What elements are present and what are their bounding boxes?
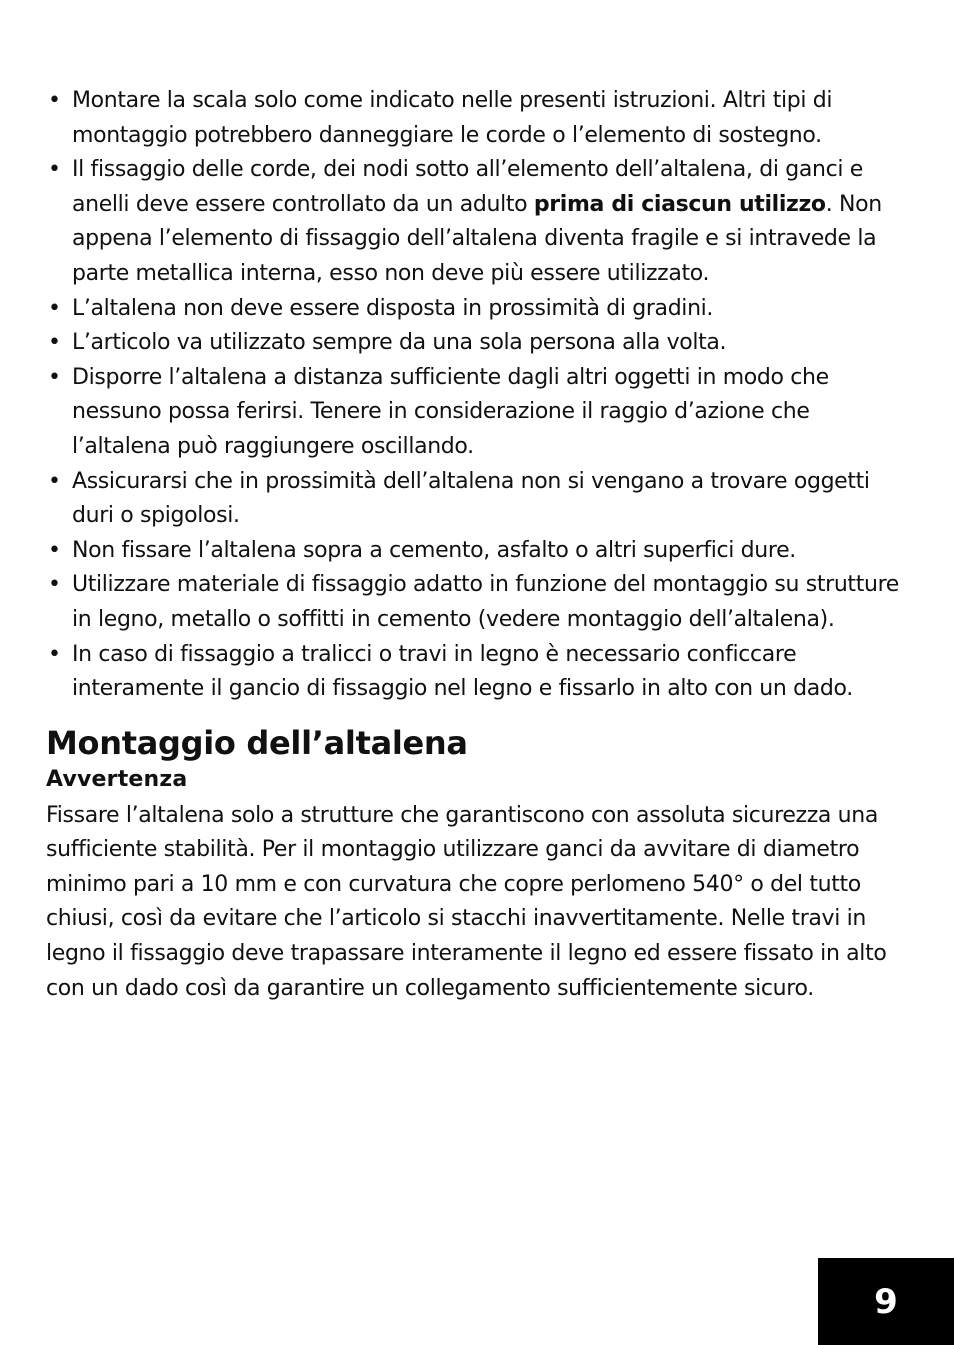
list-item-text: Il fissaggio delle corde, dei nodi sotto all’elemento dell’altalena, di ganci e anelli deve essere controllato da un adulto — [72, 157, 863, 217]
bullet-icon: • — [48, 364, 61, 390]
warning-paragraph: Fissare l’altalena solo a strutture che garantiscono con assoluta sicurezza una sufficiente stabilità. Per il montaggio utilizzare ganci da avvitare di diametro minimo pari a 10 mm e con curvatura che copre perlomeno 540° o del tutto chiusi, così da evitare che l’articolo si stacchi inavvertitamente. Nelle travi in legno il fissaggio deve trapassare interamente il legno ed essere fissato in alto con un dado così da garantire un collegamento sufficientemente sicuro. — [46, 802, 887, 1001]
list-item — [46, 638, 908, 707]
list-item-text: Montare la scala solo come indicato nelle presenti istruzioni. Altri tipi di montaggio potrebbero danneggiare le corde o l’elemento di sostegno. — [72, 88, 833, 148]
page-content — [46, 84, 908, 1006]
bullet-icon: • — [48, 88, 61, 113]
page-number: 9 — [874, 1281, 898, 1322]
list-item — [46, 361, 908, 465]
bullet-icon: • — [48, 295, 61, 321]
list-item — [46, 534, 908, 569]
list-item — [46, 153, 908, 291]
list-item-text: L’articolo va utilizzato sempre da una sola persona alla volta. — [72, 330, 727, 356]
bullet-icon: • — [48, 157, 61, 183]
list-item — [46, 465, 908, 534]
list-item-text: Utilizzare materiale di fissaggio adatto in funzione del montaggio su strutture in legno, metallo o soffitti in cemento (vedere montaggio dell’altalena). — [72, 572, 899, 632]
bullet-icon: • — [48, 330, 61, 356]
list-item-text: Disporre l’altalena a distanza sufficiente dagli altri oggetti in modo che nessuno possa ferirsi. Tenere in considerazione il raggio d’azione che l’altalena può raggiungere oscillando. — [72, 364, 829, 459]
list-item-text: L’altalena non deve essere disposta in prossimità di gradini. — [72, 295, 714, 321]
bullet-icon: • — [48, 641, 61, 667]
safety-bullet-list — [46, 84, 908, 707]
list-item-text: Non fissare l’altalena sopra a cemento, asfalto o altri superfici dure. — [72, 537, 796, 563]
bullet-icon: • — [48, 572, 61, 598]
list-item — [46, 568, 908, 637]
warning-subtitle: Avvertenza — [46, 766, 188, 792]
list-item-text: Assicurarsi che in prossimità dell’altalena non si vengano a trovare oggetti duri o spigolosi. — [72, 468, 870, 529]
list-item-text: In caso di fissaggio a tralicci o travi in legno è necessario conficcare interamente il gancio di fissaggio nel legno e fissarlo in alto con un dado. — [72, 641, 853, 702]
emphasis-text: prima di ciascun utilizzo — [533, 191, 826, 217]
list-item-text-continued: . Non appena l’elemento di fissaggio dell’altalena diventa fragile e si intravede la parte metallica interna, esso non deve più essere utilizzato. — [72, 191, 882, 286]
bullet-icon: • — [48, 537, 61, 563]
page-number-box — [818, 1258, 954, 1345]
list-item — [46, 292, 908, 327]
section-title: Montaggio dell’altalena — [46, 723, 468, 762]
list-item — [46, 326, 908, 361]
bullet-icon: • — [48, 468, 61, 494]
list-item — [46, 84, 908, 153]
